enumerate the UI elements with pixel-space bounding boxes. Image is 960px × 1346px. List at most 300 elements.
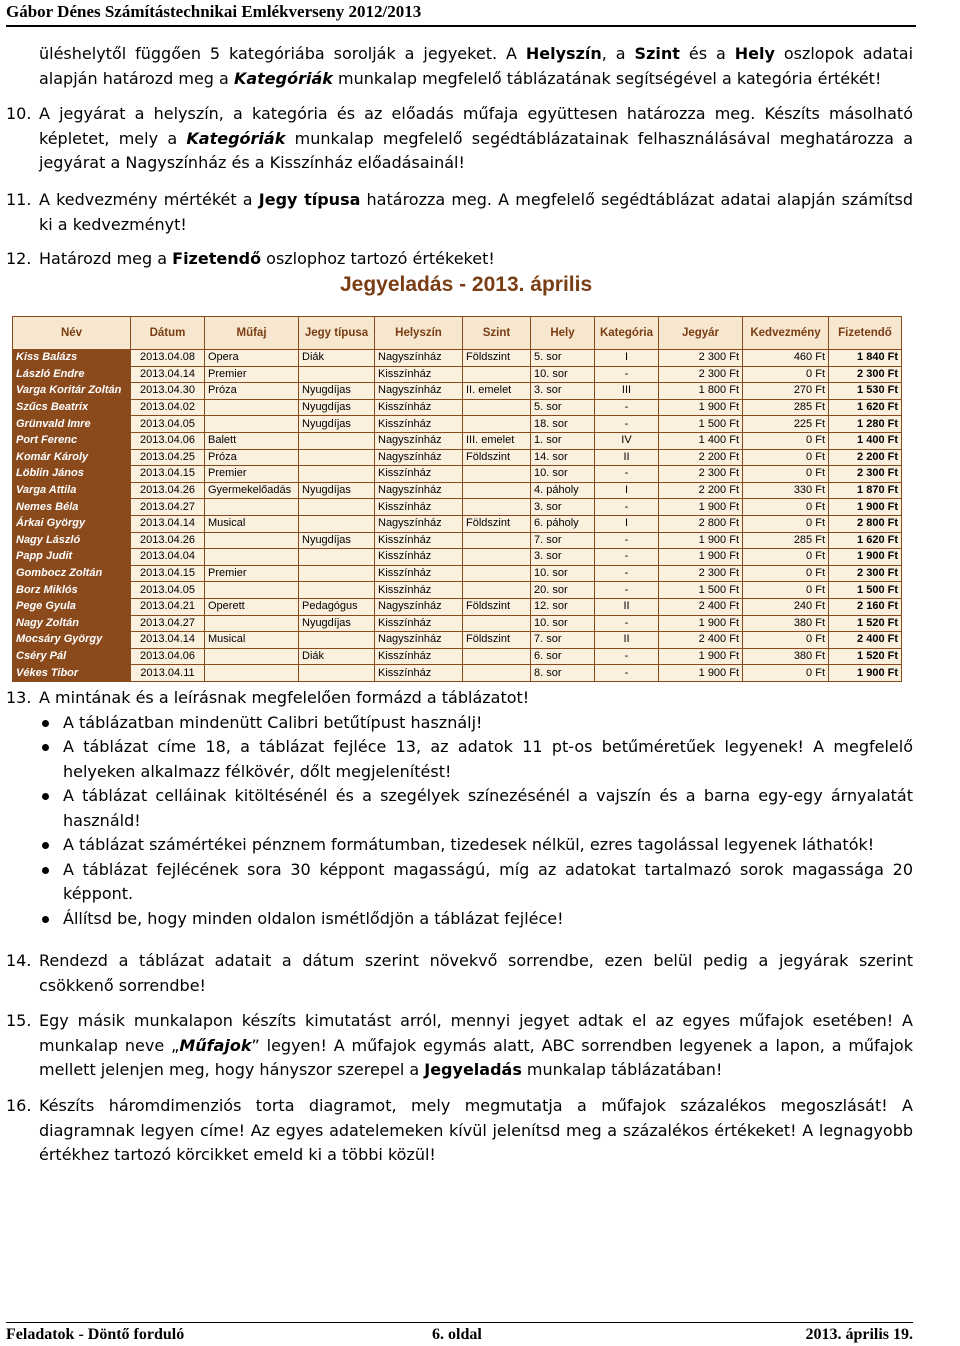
table-row xyxy=(13,383,902,400)
table-header-cell: Műfaj xyxy=(205,317,299,350)
table-cell xyxy=(299,515,375,532)
table-cell: 2 400 Ft xyxy=(659,598,743,615)
table-cell: 18. sor xyxy=(531,416,595,433)
table-cell: 285 Ft xyxy=(743,399,829,416)
table-cell xyxy=(463,582,531,599)
footer-page-number: 6. oldal xyxy=(432,1326,482,1343)
bullet-item xyxy=(6,711,913,736)
table-cell: 2013.04.14 xyxy=(131,632,205,649)
table-header-cell: Jegyár xyxy=(659,317,743,350)
table-header-cell: Dátum xyxy=(131,317,205,350)
task-12-text-1: Határozd meg a xyxy=(39,249,173,268)
table-cell xyxy=(299,499,375,516)
table-cell: I xyxy=(595,515,659,532)
table-cell: Nyugdíjas xyxy=(299,615,375,632)
table-cell: 10. sor xyxy=(531,615,595,632)
table-cell xyxy=(463,565,531,582)
bullet-text: A táblázat celláinak kitöltésénél és a szegélyek színezésénél a vajszín és a barna egy-egy árnyalatát használd! xyxy=(63,786,913,830)
table-cell: 2013.04.05 xyxy=(131,582,205,599)
table-cell: Varga Attila xyxy=(13,482,131,499)
table-cell xyxy=(205,582,299,599)
table-cell: 225 Ft xyxy=(743,416,829,433)
table-cell xyxy=(205,416,299,433)
table-cell: 2 300 Ft xyxy=(659,565,743,582)
task-11 xyxy=(6,188,913,237)
table-cell: - xyxy=(595,399,659,416)
table-cell: 1 840 Ft xyxy=(829,350,902,367)
table-cell: Nagyszínház xyxy=(375,383,463,400)
table-cell: Nagyszínház xyxy=(375,432,463,449)
table-cell: 1. sor xyxy=(531,432,595,449)
table-cell: Kisszínház xyxy=(375,499,463,516)
table-cell: 4. páholy xyxy=(531,482,595,499)
table-cell: II xyxy=(595,598,659,615)
table-cell xyxy=(463,648,531,665)
table-cell: 2013.04.21 xyxy=(131,598,205,615)
table-cell: 10. sor xyxy=(531,366,595,383)
table-cell: 0 Ft xyxy=(743,549,829,566)
table-cell: Földszint xyxy=(463,632,531,649)
table-cell: 7. sor xyxy=(531,632,595,649)
intro-text-5: munkalap megfelelő táblázatának segítségével a kategória értékét! xyxy=(332,68,882,88)
table-cell: 14. sor xyxy=(531,449,595,466)
table-cell: 1 520 Ft xyxy=(829,648,902,665)
table-cell: Nagy László xyxy=(13,532,131,549)
table-cell: 1 900 Ft xyxy=(659,499,743,516)
table-cell: Nyugdíjas xyxy=(299,383,375,400)
task-text xyxy=(39,1009,913,1083)
table-header-cell: Kedvezmény xyxy=(743,317,829,350)
table-cell: 1 900 Ft xyxy=(829,665,902,682)
table-cell xyxy=(463,466,531,483)
table-cell: 0 Ft xyxy=(743,515,829,532)
table-cell: 0 Ft xyxy=(743,449,829,466)
table-cell: Premier xyxy=(205,366,299,383)
table-cell: 10. sor xyxy=(531,466,595,483)
table-cell xyxy=(299,466,375,483)
table-row xyxy=(13,549,902,566)
table-cell: Kisszínház xyxy=(375,565,463,582)
table-header-row xyxy=(13,317,902,350)
task-number: 12. xyxy=(6,249,32,268)
table-cell: Nagyszínház xyxy=(375,515,463,532)
table-cell: Nagyszínház xyxy=(375,598,463,615)
table-cell: 0 Ft xyxy=(743,565,829,582)
task-11-bold-jegy-tipusa: Jegy típusa xyxy=(258,190,361,209)
table-cell: 1 900 Ft xyxy=(659,532,743,549)
table-cell: III xyxy=(595,383,659,400)
table-cell: - xyxy=(595,416,659,433)
footer-date: 2013. április 19. xyxy=(805,1326,913,1343)
table-row xyxy=(13,515,902,532)
table-cell: Löblin János xyxy=(13,466,131,483)
table-cell: 2 200 Ft xyxy=(829,449,902,466)
bullet-text: Állítsd be, hogy minden oldalon ismétlődjön a táblázat fejléce! xyxy=(63,908,564,928)
bullet-dot-icon xyxy=(42,720,49,727)
table-cell: Kiss Balázs xyxy=(13,350,131,367)
table-cell: - xyxy=(595,565,659,582)
table-cell: 1 900 Ft xyxy=(659,615,743,632)
table-cell xyxy=(299,582,375,599)
table-cell: 0 Ft xyxy=(743,432,829,449)
table-cell: Nyugdíjas xyxy=(299,532,375,549)
table-cell xyxy=(299,665,375,682)
table-header-cell: Fizetendő xyxy=(829,317,902,350)
table-cell: 2 800 Ft xyxy=(829,515,902,532)
intro-text-3: és a xyxy=(679,44,735,63)
table-cell: Nagy Zoltán xyxy=(13,615,131,632)
task-number: 13. xyxy=(6,688,32,707)
bullet-text: A táblázat számértékei pénznem formátumban, tizedesek nélkül, ezres tagolással legyenek láthatók! xyxy=(63,835,875,854)
bullet-item xyxy=(6,907,913,932)
task-15-bold-jegyeladas: Jegyeladás xyxy=(424,1060,522,1079)
table-title: Jegyeladás - 2013. április xyxy=(340,273,593,296)
table-cell: 2 400 Ft xyxy=(829,632,902,649)
table-cell: 5. sor xyxy=(531,399,595,416)
table-cell xyxy=(299,432,375,449)
table-cell: Földszint xyxy=(463,350,531,367)
table-cell: 1 500 Ft xyxy=(659,416,743,433)
table-cell: 1 520 Ft xyxy=(829,615,902,632)
table-cell: 2 800 Ft xyxy=(659,515,743,532)
task-text: Rendezd a táblázat adatait a dátum szerint növekvő sorrendbe, ezen belül pedig a jegyárak szerint csökkenő sorrendbe! xyxy=(39,951,913,995)
table-cell: 1 900 Ft xyxy=(659,549,743,566)
table-cell: 1 800 Ft xyxy=(659,383,743,400)
table-cell: Premier xyxy=(205,565,299,582)
table-cell: Pege Gyula xyxy=(13,598,131,615)
table-cell: 2 300 Ft xyxy=(829,366,902,383)
table-cell: 10. sor xyxy=(531,565,595,582)
table-cell: Operett xyxy=(205,598,299,615)
intro-text-1: üléshelytől függően 5 kategóriába sorolják a jegyeket. A xyxy=(39,44,526,63)
table-cell: - xyxy=(595,532,659,549)
table-cell: 0 Ft xyxy=(743,366,829,383)
table-cell xyxy=(205,549,299,566)
table-header-cell: Helyszín xyxy=(375,317,463,350)
table-cell xyxy=(299,565,375,582)
table-cell xyxy=(463,665,531,682)
table-cell: 1 400 Ft xyxy=(829,432,902,449)
table-row xyxy=(13,632,902,649)
table-cell: 3. sor xyxy=(531,549,595,566)
task-15 xyxy=(6,1009,913,1083)
table-cell xyxy=(205,665,299,682)
intro-bold-hely: Hely xyxy=(734,44,775,63)
table-cell: 1 900 Ft xyxy=(829,549,902,566)
table-cell: 2013.04.27 xyxy=(131,499,205,516)
table-cell xyxy=(463,499,531,516)
table-cell: 1 530 Ft xyxy=(829,383,902,400)
table-cell: II xyxy=(595,449,659,466)
task-12 xyxy=(6,247,913,272)
table-cell: 1 500 Ft xyxy=(829,582,902,599)
table-cell: Nemes Béla xyxy=(13,499,131,516)
table-cell: Papp Judit xyxy=(13,549,131,566)
table-cell: 0 Ft xyxy=(743,632,829,649)
table-cell xyxy=(463,482,531,499)
table-cell: 1 620 Ft xyxy=(829,532,902,549)
table-cell: 2 400 Ft xyxy=(659,632,743,649)
task-number: 15. xyxy=(6,1011,32,1030)
table-cell: - xyxy=(595,648,659,665)
table-cell: Nagyszínház xyxy=(375,449,463,466)
table-cell xyxy=(463,532,531,549)
table-cell: Kisszínház xyxy=(375,582,463,599)
table-cell: Szűcs Beatrix xyxy=(13,399,131,416)
table-cell: Opera xyxy=(205,350,299,367)
table-cell: 3. sor xyxy=(531,383,595,400)
task-10-text-2: munkalap megfelelő segédtáblázatainak felhasználásával meghatározza a jegyárat a Nagyszínház és a Kisszínház előadásainál! xyxy=(39,128,913,172)
table-header-cell: Név xyxy=(13,317,131,350)
table-row xyxy=(13,366,902,383)
table-cell: - xyxy=(595,582,659,599)
bullet-item xyxy=(6,735,913,784)
table-row xyxy=(13,399,902,416)
task-text xyxy=(39,102,913,176)
table-cell: 1 900 Ft xyxy=(659,648,743,665)
table-row xyxy=(13,499,902,516)
bullet-item xyxy=(6,784,913,833)
table-cell xyxy=(463,416,531,433)
table-cell: Nagyszínház xyxy=(375,632,463,649)
table-cell: 1 900 Ft xyxy=(659,399,743,416)
table-cell: 2013.04.30 xyxy=(131,383,205,400)
table-cell: Kisszínház xyxy=(375,416,463,433)
table-cell: 1 620 Ft xyxy=(829,399,902,416)
table-cell: 1 900 Ft xyxy=(829,499,902,516)
table-cell: 240 Ft xyxy=(743,598,829,615)
table-cell: Port Ferenc xyxy=(13,432,131,449)
table-cell: 2013.04.06 xyxy=(131,432,205,449)
table-cell: 2 300 Ft xyxy=(829,565,902,582)
table-cell: - xyxy=(595,466,659,483)
table-row xyxy=(13,598,902,615)
table-cell: Nyugdíjas xyxy=(299,482,375,499)
table-cell: Földszint xyxy=(463,598,531,615)
table-cell: 2 200 Ft xyxy=(659,449,743,466)
table-cell: - xyxy=(595,549,659,566)
table-cell: Musical xyxy=(205,515,299,532)
task-10-text-1: A jegyárat a helyszín, a kategória és az előadás műfaja együttesen határozza meg. Készíts másolható képletet, mely a xyxy=(39,104,913,148)
intro-text-4: oszlopok adatai alapján határozd meg a xyxy=(39,44,914,88)
task-13 xyxy=(6,686,913,711)
table-cell: Földszint xyxy=(463,449,531,466)
task-11-text-1: A kedvezmény mértékét a xyxy=(39,190,259,209)
table-cell xyxy=(463,615,531,632)
intro-text-2: , a xyxy=(601,44,635,63)
task-number: 16. xyxy=(6,1096,32,1115)
sales-table-image xyxy=(12,316,901,679)
table-row xyxy=(13,350,902,367)
intro-bold-szint: Szint xyxy=(634,44,680,63)
task-16 xyxy=(6,1094,913,1168)
table-cell: 380 Ft xyxy=(743,615,829,632)
table-row xyxy=(13,449,902,466)
table-cell: 6. sor xyxy=(531,648,595,665)
table-cell: Próza xyxy=(205,383,299,400)
task-13-block xyxy=(6,686,913,931)
table-cell: 2 160 Ft xyxy=(829,598,902,615)
table-row xyxy=(13,482,902,499)
table-cell: 2 300 Ft xyxy=(829,466,902,483)
table-cell: 2 300 Ft xyxy=(659,350,743,367)
task-number: 14. xyxy=(6,951,32,970)
table-cell: 2013.04.05 xyxy=(131,416,205,433)
table-cell: 330 Ft xyxy=(743,482,829,499)
bullet-item xyxy=(6,833,913,858)
table-cell: Kisszínház xyxy=(375,532,463,549)
table-cell xyxy=(205,532,299,549)
table-row xyxy=(13,648,902,665)
table-cell: Gyermekelőadás xyxy=(205,482,299,499)
table-cell: 2013.04.15 xyxy=(131,466,205,483)
table-cell: Diák xyxy=(299,648,375,665)
table-cell: 8. sor xyxy=(531,665,595,682)
table-cell: 1 900 Ft xyxy=(659,665,743,682)
table-row xyxy=(13,665,902,682)
table-cell xyxy=(299,449,375,466)
table-cell: Kisszínház xyxy=(375,399,463,416)
bullet-text: A táblázatban mindenütt Calibri betűtípust használj! xyxy=(63,712,483,732)
table-cell: II. emelet xyxy=(463,383,531,400)
table-row xyxy=(13,466,902,483)
bullet-dot-icon xyxy=(42,867,49,874)
table-cell: 5. sor xyxy=(531,350,595,367)
bullet-dot-icon xyxy=(42,793,49,800)
table-header-cell: Szint xyxy=(463,317,531,350)
table-row xyxy=(13,432,902,449)
page-footer xyxy=(6,1322,913,1343)
table-cell xyxy=(463,366,531,383)
table-cell: 2013.04.26 xyxy=(131,532,205,549)
table-cell: Grünvald Imre xyxy=(13,416,131,433)
table-cell: 285 Ft xyxy=(743,532,829,549)
table-cell: Komár Károly xyxy=(13,449,131,466)
task-12-text-2: oszlophoz tartozó értékeket! xyxy=(261,249,495,268)
table-cell: Pedagógus xyxy=(299,598,375,615)
table-cell: III. emelet xyxy=(463,432,531,449)
task-15-bold-mufajok: Műfajok xyxy=(179,1035,252,1055)
task-15-text-1: Egy másik munkalapon készíts kimutatást arról, mennyi jegyet adtak el az egyes műfajok esetében! A munkalap neve „ xyxy=(39,1011,913,1055)
bullet-text: A táblázat fejlécének sora 30 képpont magasságú, míg az adatokat tartalmazó sorok magassága 20 képpont. xyxy=(63,859,913,903)
table-header-cell: Hely xyxy=(531,317,595,350)
table-cell: 12. sor xyxy=(531,598,595,615)
table-cell: 7. sor xyxy=(531,532,595,549)
table-cell: 2013.04.27 xyxy=(131,615,205,632)
table-cell: Mocsáry György xyxy=(13,632,131,649)
table-cell: 1 500 Ft xyxy=(659,582,743,599)
intro-bold-kategoriak: Kategóriák xyxy=(233,68,333,88)
table-cell: 0 Ft xyxy=(743,582,829,599)
task-15-text-3: munkalap táblázatában! xyxy=(521,1060,723,1079)
table-cell: - xyxy=(595,366,659,383)
footer-left: Feladatok - Döntő forduló xyxy=(6,1326,185,1343)
table-cell: Kisszínház xyxy=(375,549,463,566)
table-cell xyxy=(463,399,531,416)
task-number: 11. xyxy=(6,190,32,209)
table-cell xyxy=(205,499,299,516)
table-cell: 0 Ft xyxy=(743,466,829,483)
table-cell: 2 300 Ft xyxy=(659,466,743,483)
task-text: Készíts háromdimenziós torta diagramot, mely megmutatja a műfajok százalékos megoszlását! A diagramnak legyen címe! Az egyes adatelemeken kívül jelenítsd meg a százalékos értékeket! A legnagyobb értékhez tartozó körcikket emeld ki a többi közül! xyxy=(39,1096,913,1164)
table-cell: Cséry Pál xyxy=(13,648,131,665)
table-cell: 3. sor xyxy=(531,499,595,516)
table-cell xyxy=(205,615,299,632)
table-cell: 2 200 Ft xyxy=(659,482,743,499)
table-cell: 2013.04.14 xyxy=(131,515,205,532)
table-cell: 6. páholy xyxy=(531,515,595,532)
task-text: A mintának és a leírásnak megfelelően formázd a táblázatot! xyxy=(39,688,530,707)
table-cell: Musical xyxy=(205,632,299,649)
table-cell xyxy=(463,549,531,566)
page-header-title: Gábor Dénes Számítástechnikai Emlékverseny 2012/2013 xyxy=(6,2,916,27)
table-cell: Diák xyxy=(299,350,375,367)
table-cell: Próza xyxy=(205,449,299,466)
sales-table xyxy=(12,316,902,682)
table-cell: - xyxy=(595,615,659,632)
bullet-dot-icon xyxy=(42,744,49,751)
task-number: 10. xyxy=(6,104,32,123)
table-cell: Varga Koritár Zoltán xyxy=(13,383,131,400)
table-row xyxy=(13,565,902,582)
table-cell: 270 Ft xyxy=(743,383,829,400)
table-cell: IV xyxy=(595,432,659,449)
table-cell: - xyxy=(595,499,659,516)
table-cell: 2013.04.04 xyxy=(131,549,205,566)
task-15-text-2: ” legyen! A műfajok egymás alatt, ABC sorrendben legyenek a lapon, a műfajok mellett jelenjen meg, hogy hányszor szerepel a xyxy=(39,1035,913,1079)
table-cell: Kisszínház xyxy=(375,366,463,383)
table-header-cell: Jegy típusa xyxy=(299,317,375,350)
table-cell: Premier xyxy=(205,466,299,483)
bullet-text: A táblázat címe 18, a táblázat fejléce 13, az adatok 11 pt-os betűméretűek legyenek! A megfelelő helyeken alkalmazz félkövér, dőlt megjelenítést! xyxy=(63,737,913,781)
table-cell xyxy=(205,399,299,416)
formatting-bullet-list xyxy=(6,711,913,932)
task-10-bold-kategoriak: Kategóriák xyxy=(186,128,286,148)
table-cell: Kisszínház xyxy=(375,665,463,682)
table-cell: 1 280 Ft xyxy=(829,416,902,433)
table-row xyxy=(13,532,902,549)
table-cell: 2013.04.06 xyxy=(131,648,205,665)
table-cell: Nyugdíjas xyxy=(299,399,375,416)
table-row xyxy=(13,416,902,433)
bullet-dot-icon xyxy=(42,916,49,923)
table-cell: 1 870 Ft xyxy=(829,482,902,499)
table-cell: 2013.04.14 xyxy=(131,366,205,383)
table-cell: I xyxy=(595,482,659,499)
table-cell: I xyxy=(595,350,659,367)
bullet-dot-icon xyxy=(42,842,49,849)
table-cell: Nyugdíjas xyxy=(299,416,375,433)
task-10 xyxy=(6,102,913,176)
table-cell xyxy=(299,366,375,383)
table-cell: 2013.04.08 xyxy=(131,350,205,367)
table-cell: 1 400 Ft xyxy=(659,432,743,449)
table-cell: - xyxy=(595,665,659,682)
table-cell: 2013.04.11 xyxy=(131,665,205,682)
table-cell: 380 Ft xyxy=(743,648,829,665)
task-11-text-2: határozza meg. A megfelelő segédtáblázat adatai alapján számítsd ki a kedvezményt! xyxy=(39,190,913,234)
table-cell: II xyxy=(595,632,659,649)
table-cell: 0 Ft xyxy=(743,665,829,682)
table-header-cell: Kategória xyxy=(595,317,659,350)
table-cell: 2013.04.02 xyxy=(131,399,205,416)
table-cell: 2 300 Ft xyxy=(659,366,743,383)
table-row xyxy=(13,582,902,599)
table-cell: Kisszínház xyxy=(375,648,463,665)
task-text xyxy=(39,247,913,272)
task-text xyxy=(39,188,913,237)
table-cell: Nagyszínház xyxy=(375,350,463,367)
